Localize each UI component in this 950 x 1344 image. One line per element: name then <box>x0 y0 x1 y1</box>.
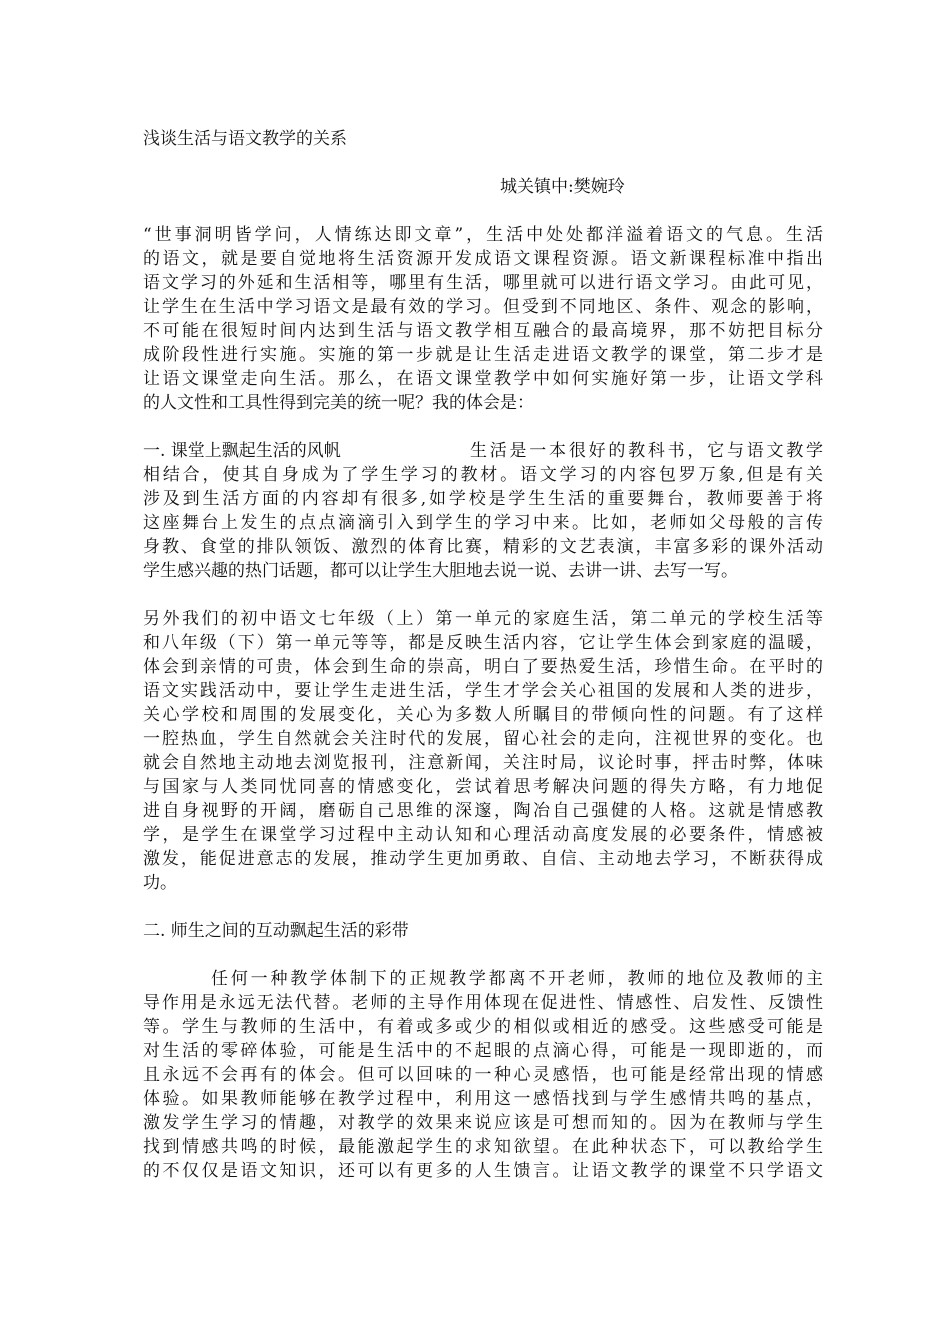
paragraph-line: 的不仅仅是语文知识，还可以有更多的人生馈言。让语文教学的课堂不只学语文 <box>143 1161 823 1181</box>
paragraph-line: 关心学校和周围的发展变化，关心为多数人所瞩目的带倾向性的问题。有了这样 <box>143 705 823 725</box>
paragraph-line: 体会到亲情的可贵，体会到生命的崇高，明白了要热爱生活，珍惜生命。在平时的 <box>143 657 823 677</box>
paragraph-line: “世事洞明皆学问，人情练达即文章”，生活中处处都洋溢着语文的气息。生活 <box>143 225 823 245</box>
paragraph-line: 体验。如果教师能够在教学过程中，利用这一感悟找到与学生感情共鸣的基点， <box>143 1089 823 1109</box>
paragraph-line: 就会自然地主动地去浏览报刊，注意新闻，关注时局，议论时事，抨击时弊，体味 <box>143 753 823 773</box>
paragraph-line: 功。 <box>143 873 177 893</box>
section-heading: 二. 师生之间的互动飘起生活的彩带 <box>143 921 409 941</box>
paragraph-line: 等。学生与教师的生活中，有着或多或少的相似或相近的感受。这些感受可能是 <box>143 1017 823 1037</box>
paragraph-line: 找到情感共鸣的时候，最能激起学生的求知欲望。在此种状态下，可以教给学生 <box>143 1137 823 1157</box>
paragraph-line: 导作用是永远无法代替。老师的主导作用体现在促进性、情感性、启发性、反馈性 <box>143 993 823 1013</box>
paragraph-line: 和八年级（下）第一单元等等，都是反映生活内容，它让学生体会到家庭的温暖， <box>143 633 823 653</box>
paragraph-line: 让语文课堂走向生活。那么，在语文课堂教学中如何实施好第一步，让语文学科 <box>143 369 823 389</box>
paragraph-line: 语文实践活动中，要让学生走进生活，学生才学会关心祖国的发展和人类的进步， <box>143 681 823 701</box>
author-line: 城关镇中:樊婉玲 <box>500 177 625 197</box>
paragraph-line: 与国家与人类同忧同喜的情感变化，尝试着思考解决问题的得失方略，有力地促 <box>143 777 823 797</box>
paragraph-line: 学，是学生在课堂学习过程中主动认知和心理活动高度发展的必要条件，情感被 <box>143 825 823 845</box>
paragraph-line: 相结合，使其自身成为了学生学习的教材。语文学习的内容包罗万象,但是有关 <box>143 465 823 485</box>
paragraph-line: 不可能在很短时间内达到生活与语文教学相互融合的最高境界，那不妨把目标分 <box>143 321 823 341</box>
paragraph-line: 的语文，就是要自觉地将生活资源开发成语文课程资源。语文新课程标准中指出 <box>143 249 823 269</box>
paragraph-line: 另外我们的初中语文七年级（上）第一单元的家庭生活，第二单元的学校生活等 <box>143 609 823 629</box>
paragraph-line: 成阶段性进行实施。实施的第一步就是让生活走进语文教学的课堂，第二步才是 <box>143 345 823 365</box>
paragraph-line: 任何一种教学体制下的正规教学都离不开老师，教师的地位及教师的主 <box>211 969 823 989</box>
paragraph-line: 这座舞台上发生的点点滴滴引入到学生的学习中来。比如，老师如父母般的言传 <box>143 513 823 533</box>
paragraph-line: 激发学生学习的情趣，对教学的效果来说应该是可想而知的。因为在教师与学生 <box>143 1113 823 1133</box>
section-heading: 一. 课堂上飘起生活的风帆 <box>143 441 341 461</box>
document-title: 浅谈生活与语文教学的关系 <box>143 129 347 149</box>
paragraph-line: 涉及到生活方面的内容却有很多,如学校是学生生活的重要舞台，教师要善于将 <box>143 489 823 509</box>
paragraph-line: 语文学习的外延和生活相等，哪里有生活，哪里就可以进行语文学习。由此可见， <box>143 273 823 293</box>
paragraph-line: 让学生在生活中学习语文是最有效的学习。但受到不同地区、条件、观念的影响， <box>143 297 823 317</box>
paragraph-line: 学生感兴趣的热门话题，都可以让学生大胆地去说一说、去讲一讲、去写一写。 <box>143 561 738 581</box>
paragraph-line: 生活是一本很好的教科书，它与语文教学 <box>470 441 823 461</box>
paragraph-line: 且永远不会再有的体会。但可以回味的一种心灵感悟，也可能是经常出现的情感 <box>143 1065 823 1085</box>
paragraph-line: 的人文性和工具性得到完美的统一呢？我的体会是： <box>143 393 534 413</box>
paragraph-line: 身教、食堂的排队领饭、激烈的体育比赛，精彩的文艺表演，丰富多彩的课外活动 <box>143 537 823 557</box>
paragraph-line: 对生活的零碎体验，可能是生活中的不起眼的点滴心得，可能是一现即逝的，而 <box>143 1041 823 1061</box>
paragraph-line: 一腔热血，学生自然就会关注时代的发展，留心社会的走向，注视世界的变化。也 <box>143 729 823 749</box>
paragraph-line: 进自身视野的开阔，磨砺自己思维的深邃，陶冶自己强健的人格。这就是情感教 <box>143 801 823 821</box>
paragraph-line: 激发，能促进意志的发展，推动学生更加勇敢、自信、主动地去学习，不断获得成 <box>143 849 823 869</box>
